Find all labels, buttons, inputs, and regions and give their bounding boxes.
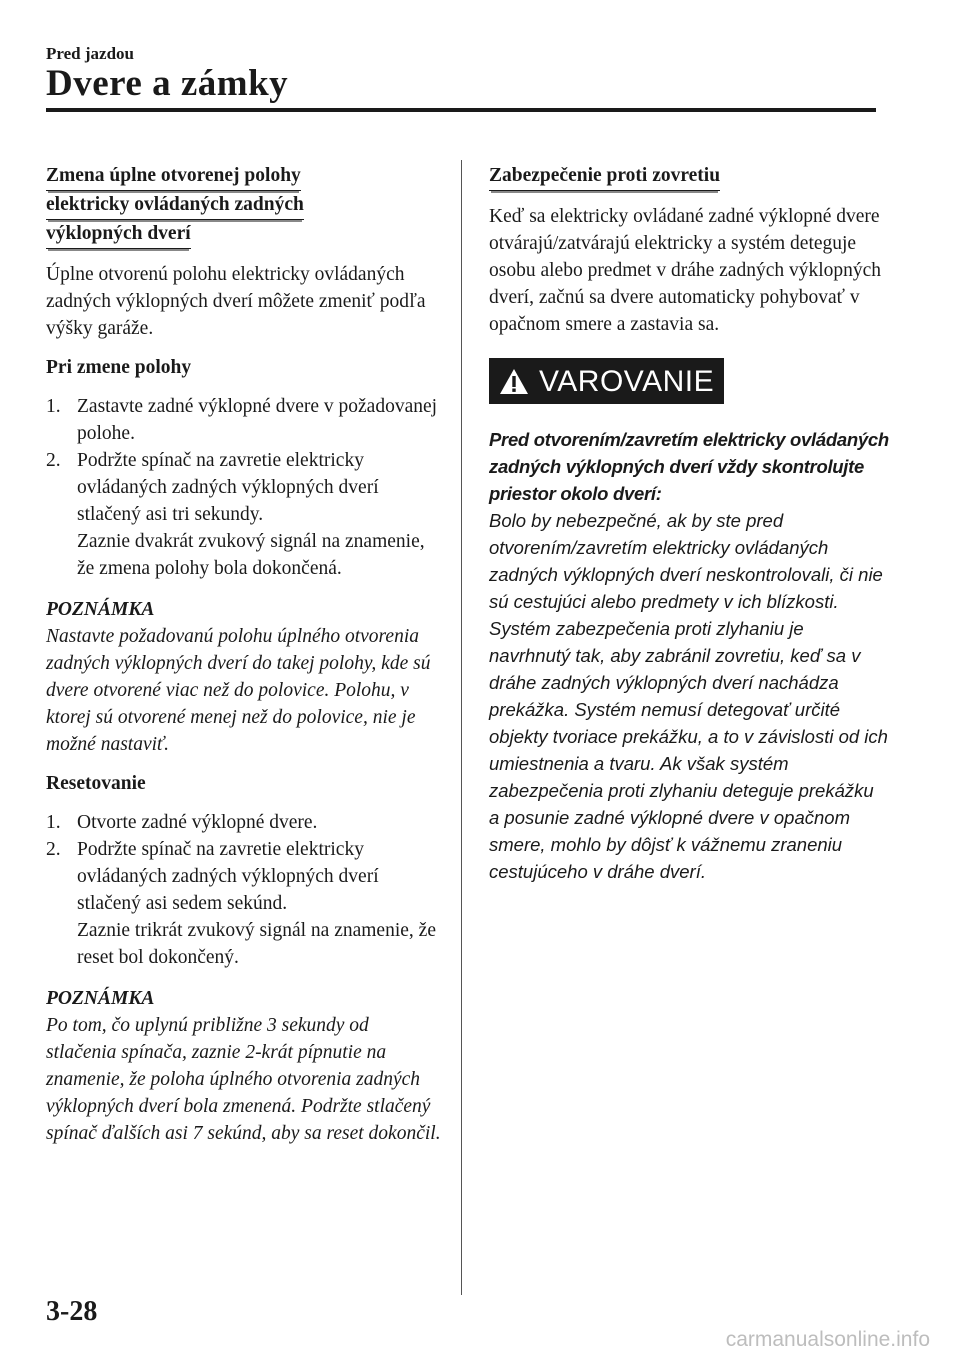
note-label: POZNÁMKA [46, 988, 155, 1009]
step-number: 2. [46, 839, 61, 860]
header-divider [46, 108, 876, 112]
step-text: Zastavte zadné výklopné dvere v požadovanej polohe. [77, 396, 438, 444]
section-heading-pinch-protection [489, 162, 889, 191]
list-item [46, 393, 441, 447]
reset-steps-list [46, 809, 441, 971]
step-number: 2. [46, 450, 61, 471]
page-title: Dvere a zámky [46, 63, 289, 104]
step-text: Podržte spínač na zavretie elektricky ovládaných zadných výklopných dverí stlačený asi tri sekundy. [77, 450, 379, 525]
intro-paragraph: Úplne otvorenú polohu elektricky ovládaných zadných výklopných dverí môžete zmeniť podľa výšky garáže. [46, 264, 426, 339]
warning-label: VAROVANIE [539, 364, 715, 398]
watermark: carmanualsonline.info [725, 1328, 930, 1351]
step-extra-text: Zaznie trikrát zvukový signál na znamenie, že reset bol dokončený. [77, 920, 436, 968]
intro-paragraph: Keď sa elektricky ovládané zadné výklopné dvere otvárajú/zatvárajú elektricky a systém deteguje osobu alebo predmet v dráhe zadných výklopných dverí, začnú sa dvere automaticky pohybovať v opačnom smere a zastavia sa. [489, 206, 882, 335]
column-divider [461, 160, 462, 1295]
step-text: Otvorte zadné výklopné dvere. [77, 812, 318, 833]
step-number: 1. [46, 812, 61, 833]
warning-heading: Pred otvorením/zavretím elektricky ovládaných zadných výklopných dverí vždy skontrolujte priestor okolo dverí: [489, 429, 889, 504]
heading-line: Zabezpečenie proti zovretiu [489, 162, 720, 191]
step-number: 1. [46, 396, 61, 417]
subheading-change-position: Pri zmene polohy [46, 357, 192, 378]
step-text: Podržte spínač na zavretie elektricky ovládaných zadných výklopných dverí stlačený asi sedem sekúnd. [77, 839, 379, 914]
warning-body [489, 426, 889, 885]
list-item [46, 809, 441, 836]
warning-text: Bolo by nebezpečné, ak by ste pred otvorením/zavretím elektricky ovládaných zadných výklopných dverí neskontrolovali, či nie sú cestujúci alebo predmety v ich blízkosti. Systém zabezpečenia proti zlyhaniu je navrhnutý tak, aby zabránil zovretiu, keď sa v dráhe zadných výklopných dverí nachádza prekážka. Systém nemusí detegovať určité objekty tvoriace prekážku, a to v závislosti od ich umiestnenia a tvaru. Ak však systém zabezpečenia proti zlyhaniu deteguje prekážku a posunie zadné výklopné dvere v opačnom smere, mohlo by dôjsť k vážnemu zraneniu cestujúceho v dráhe dverí. [489, 510, 888, 882]
warning-triangle-icon [499, 368, 529, 395]
change-steps-list [46, 393, 441, 582]
heading-line: výklopných dverí [46, 220, 191, 249]
section-heading-full-open-position [46, 162, 441, 249]
note-label: POZNÁMKA [46, 599, 155, 620]
warning-badge [489, 358, 724, 404]
step-extra-text: Zaznie dvakrát zvukový signál na znamenie, že zmena polohy bola dokončená. [77, 531, 425, 579]
heading-line: elektricky ovládaných zadných [46, 191, 304, 220]
section-label: Pred jazdou [46, 44, 134, 63]
page-number: 3-28 [46, 1296, 98, 1327]
note-block [46, 596, 441, 758]
list-item [46, 447, 441, 582]
list-item [46, 836, 441, 971]
note-text: Po tom, čo uplynú približne 3 sekundy od stlačenia spínača, zaznie 2-krát pípnutie na znamenie, že poloha úplného otvorenia zadných výklopných dverí bola zmenená. Podržte stlačený spínač ďalších asi 7 sekúnd, aby sa reset dokončil. [46, 1015, 441, 1144]
subheading-reset: Resetovanie [46, 773, 146, 794]
note-block [46, 985, 441, 1147]
right-column [489, 162, 889, 885]
heading-line: Zmena úplne otvorenej polohy [46, 162, 301, 191]
note-text: Nastavte požadovanú polohu úplného otvorenia zadných výklopných dverí do takej polohy, kde sú dvere otvorené viac než do polovice. Polohu, v ktorej sú otvorené menej než do polovice, nie je možné nastaviť. [46, 626, 431, 755]
left-column [46, 162, 441, 1159]
